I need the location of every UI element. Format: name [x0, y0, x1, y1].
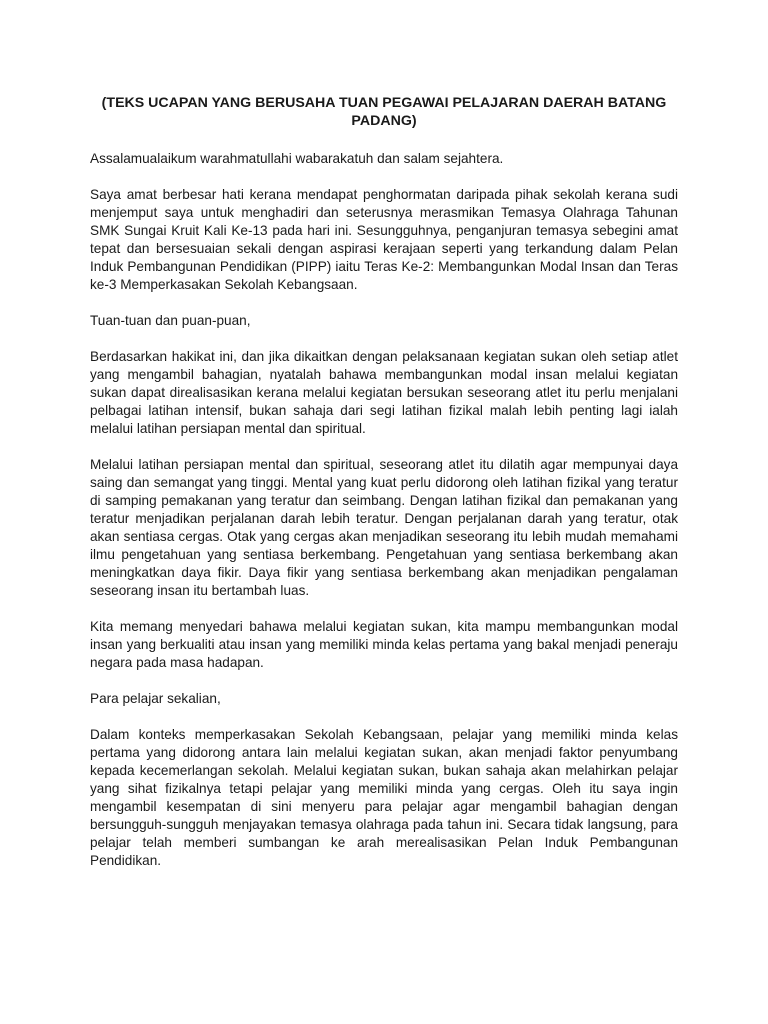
paragraph-mental-spiritual: Melalui latihan persiapan mental dan spiritual, seseorang atlet itu dilatih agar mempunyai daya saing dan semangat yang tinggi. Mental yang kuat perlu didorong oleh latihan fizikal yang teratur di samping pemakanan yang teratur dan seimbang. Dengan latihan fizikal dan pemakanan yang teratur menjadikan perjalanan darah lebih teratur. Dengan perjalanan darah yang teratur, otak akan sentiasa cergas. Otak yang cergas akan menjadikan seseorang itu lebih mudah memahami ilmu pengetahuan yang sentiasa berkembang. Pengetahuan yang sentiasa berkembang akan meningkatkan daya fikir. Daya fikir yang sentiasa berkembang akan menjadikan pengalaman seseorang insan itu bertambah luas.	[90, 457, 678, 598]
paragraph-national-school: Dalam konteks memperkasakan Sekolah Kebangsaan, pelajar yang memiliki minda kelas pertama yang didorong antara lain melalui kegiatan sukan, akan menjadi faktor penyumbang kepada kecemerlangan sekolah. Melalui kegiatan sukan, bukan sahaja akan melahirkan pelajar yang sihat fizikalnya tetapi pelajar yang memiliki minda yang cergas. Oleh itu saya ingin mengambil kesempatan di sini menyeru para pelajar agar mengambil bahagian dengan bersungguh-sungguh menjayakan temasya olahraga pada tahun ini. Secara tidak langsung, para pelajar telah memberi sumbangan ke arah merealisasikan Pelan Induk Pembangunan Pendidikan.	[90, 727, 678, 868]
document-title: (TEKS UCAPAN YANG BERUSAHA TUAN PEGAWAI PELAJARAN DAERAH BATANG PADANG)	[101, 95, 667, 129]
document-page	[90, 94, 678, 888]
paragraph-salutation-students: Para pelajar sekalian,	[90, 691, 221, 706]
paragraph-future-leaders: Kita memang menyedari bahawa melalui kegiatan sukan, kita mampu membangunkan modal insan yang berkualiti atau insan yang memiliki minda kelas pertama yang bakal menjadi peneraju negara pada masa hadapan.	[90, 619, 678, 670]
paragraph-salutation-audience: Tuan-tuan dan puan-puan,	[90, 313, 251, 328]
paragraph-opening: Saya amat berbesar hati kerana mendapat penghormatan daripada pihak sekolah kerana sudi menjemput saya untuk menghadiri dan seterusnya merasmikan Temasya Olahraga Tahunan SMK Sungai Kruit Kali Ke-13 pada hari ini. Sesungguhnya, penganjuran temasya sebegini amat tepat dan bersesuaian sekali dengan aspirasi kerajaan seperti yang terkandung dalam Pelan Induk Pembangunan Pendidikan (PIPP) iaitu Teras Ke-2: Membangunkan Modal Insan dan Teras ke-3 Memperkasakan Sekolah Kebangsaan.	[90, 187, 678, 292]
paragraph-sports-human-capital: Berdasarkan hakikat ini, dan jika dikaitkan dengan pelaksanaan kegiatan sukan oleh setiap atlet yang mengambil bahagian, nyatalah bahawa membangunkan modal insan melalui kegiatan sukan dapat direalisasikan kerana melalui kegiatan bersukan seseorang atlet itu perlu menjalani pelbagai latihan intensif, bukan sahaja dari segi latihan fizikal malah lebih penting lagi ialah melalui latihan persiapan mental dan spiritual.	[90, 349, 678, 436]
paragraph-greeting: Assalamualaikum warahmatullahi wabarakatuh dan salam sejahtera.	[90, 151, 504, 166]
